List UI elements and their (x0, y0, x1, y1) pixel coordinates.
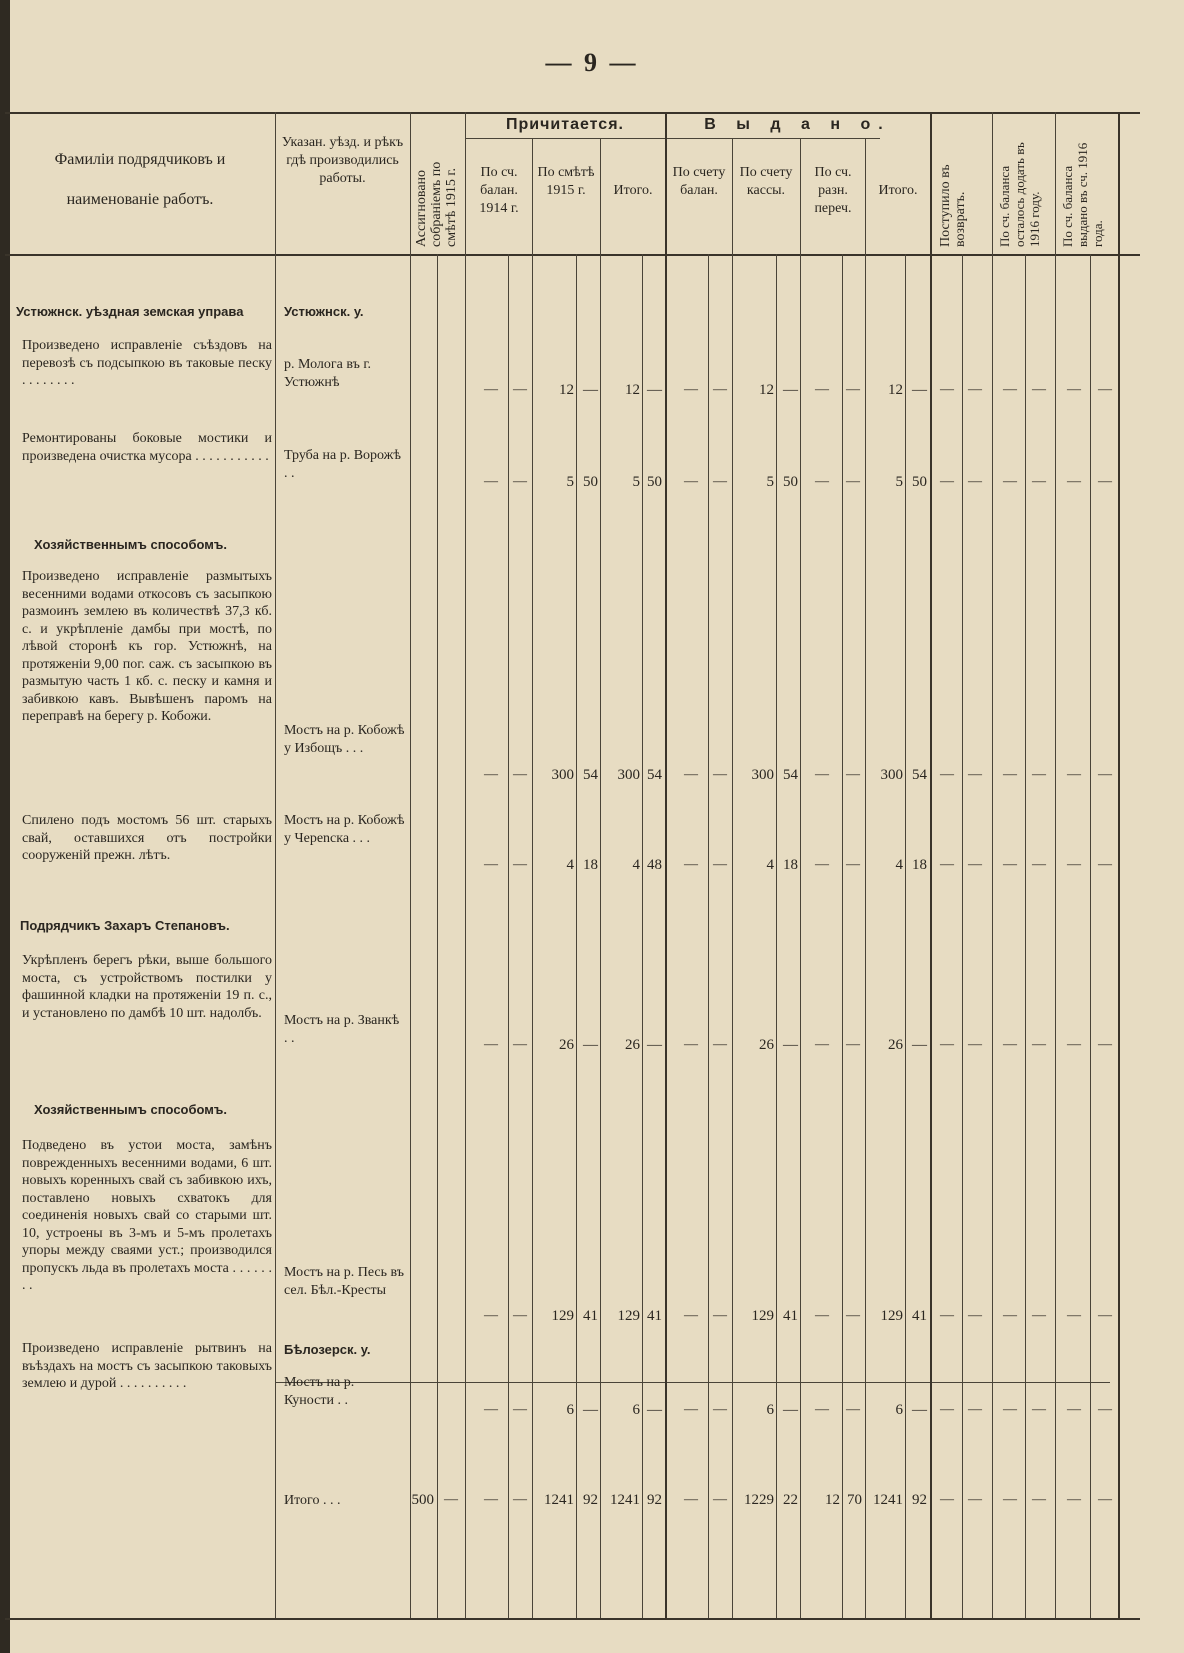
dash: — (968, 382, 982, 397)
dash: — (1098, 1402, 1112, 1417)
dash: — (713, 1492, 727, 1507)
dash: — (684, 767, 698, 782)
due-estimate-rub: 129 (551, 1308, 574, 1324)
work-description: Укрѣпленъ берегъ рѣки, выше большого моста, съ устройствомъ постилки у фашинной кладки на протяженiи 19 п. с., и установлено по дамбѣ 10 шт. надолбъ. (22, 953, 272, 1021)
due-total-kop: — (647, 382, 662, 398)
dash: — (1067, 767, 1081, 782)
dash: — (1067, 857, 1081, 872)
contractor-label: Подрядчикъ Захаръ Степановъ. (20, 918, 230, 933)
contractor-label: Хозяйственнымъ способомъ. (34, 537, 227, 552)
total-due-estimate-rub: 1241 (544, 1492, 574, 1508)
contractor-label: Устюжнск. уѣздная земская управа (16, 304, 244, 319)
header-assigned: Ассигновано собранiемъ по смѣтѣ 1915 г. (414, 161, 459, 247)
dash: — (1032, 1037, 1046, 1052)
dash: — (713, 382, 727, 397)
header-paid-balance: По счету балан. (672, 165, 726, 198)
dash: — (1003, 1402, 1017, 1417)
dash: — (1098, 474, 1112, 489)
dash: — (1067, 1492, 1081, 1507)
paid-total-rub: 129 (880, 1308, 903, 1324)
dash: — (815, 1402, 829, 1417)
total-label: Итого . . . (284, 1493, 341, 1508)
work-location: Мостъ на р. Кобожѣ у Избощъ . . . (284, 723, 405, 756)
dash: — (513, 857, 527, 872)
dash: — (1003, 382, 1017, 397)
due-estimate-rub: 4 (566, 857, 574, 873)
dash: — (713, 857, 727, 872)
paid-total-kop: 50 (912, 474, 927, 490)
header-contractors: Фамилiи подрядчиковъ и наименованiе работъ. (54, 151, 226, 208)
dash: — (1098, 857, 1112, 872)
due-total-kop: 50 (647, 474, 662, 490)
dash: — (1067, 474, 1081, 489)
due-estimate-kop: 18 (583, 857, 598, 873)
dash: — (815, 767, 829, 782)
dash: — (1003, 1492, 1017, 1507)
total-paid-total-rub: 1241 (873, 1492, 903, 1508)
header-remain-1916: По сч. баланса осталось додать въ 1916 году. (997, 142, 1042, 247)
dash: — (846, 1402, 860, 1417)
work-location: р. Молога въ г. Устюжнѣ (284, 357, 372, 390)
paid-total-kop: — (912, 1402, 927, 1418)
dash: — (1003, 857, 1017, 872)
dash: — (968, 1492, 982, 1507)
dash: — (1003, 767, 1017, 782)
header-due-group: Причитается. (506, 116, 624, 133)
due-estimate-kop: 41 (583, 1308, 598, 1324)
dash: — (846, 767, 860, 782)
work-location: Мостъ на р. Званкѣ . . (284, 1013, 400, 1046)
dash: — (484, 382, 498, 397)
due-total-kop: 41 (647, 1308, 662, 1324)
header-paid-group: В ы д а н о. (704, 116, 891, 133)
dash: — (513, 1308, 527, 1323)
contractor-label: Хозяйственнымъ способомъ. (34, 1102, 227, 1117)
dash: — (968, 857, 982, 872)
dash: — (513, 767, 527, 782)
header-due-total: Итого. (613, 183, 653, 198)
due-total-rub: 26 (625, 1037, 640, 1053)
dash: — (815, 1037, 829, 1052)
dash: — (1032, 382, 1046, 397)
due-estimate-kop: 54 (583, 767, 598, 783)
paid-cash-kop: 41 (783, 1308, 798, 1324)
total-paid-cash-rub: 1229 (744, 1492, 774, 1508)
work-description: Спилено подъ мостомъ 56 шт. старыхъ свай, оставшихся отъ постройки сооруженiй прежн. лѣтъ. (22, 813, 272, 863)
dash: — (684, 474, 698, 489)
paid-cash-rub: 129 (751, 1308, 774, 1324)
due-estimate-rub: 6 (566, 1402, 574, 1418)
due-estimate-rub: 300 (551, 767, 574, 783)
due-total-rub: 300 (617, 767, 640, 783)
dash: — (484, 1308, 498, 1323)
dash: — (444, 1492, 458, 1507)
dash: — (713, 1037, 727, 1052)
header-due-balance: По сч. балан. 1914 г. (479, 165, 519, 216)
dash: — (484, 767, 498, 782)
dash: — (846, 474, 860, 489)
dash: — (484, 1402, 498, 1417)
dash: — (1098, 382, 1112, 397)
total-paid-transfer-kop: 70 (847, 1492, 862, 1508)
due-total-kop: — (647, 1402, 662, 1418)
dash: — (684, 1037, 698, 1052)
dash: — (940, 1492, 954, 1507)
work-location: Мостъ на р. Кобожѣ у Череnска . . . (284, 813, 405, 846)
work-description: Произведено исправленiе съѣздовъ на перевозѣ съ подсыпкою въ таковые песку . . . . . . . . (22, 338, 272, 388)
dash: — (1067, 382, 1081, 397)
dash: — (713, 1402, 727, 1417)
dash: — (815, 474, 829, 489)
work-location: Мостъ на р. Песь въ сел. Бѣл.-Кресты (284, 1265, 404, 1298)
dash: — (713, 1308, 727, 1323)
dash: — (940, 857, 954, 872)
dash: — (513, 1037, 527, 1052)
dash: — (1067, 1037, 1081, 1052)
paid-cash-rub: 4 (766, 857, 774, 873)
dash: — (968, 474, 982, 489)
dash: — (846, 1037, 860, 1052)
header-uezd: Указан. уѣзд. и рѣкъ гдѣ производились работы. (281, 135, 404, 186)
due-total-rub: 6 (632, 1402, 640, 1418)
work-description: Произведено исправленiе рытвинъ на въѣздахъ на мостъ съ засыпкою таковыхъ землею и дурой . . . . . . . . . . (22, 1341, 272, 1391)
paid-cash-kop: 54 (783, 767, 798, 783)
dash: — (513, 382, 527, 397)
due-total-rub: 129 (617, 1308, 640, 1324)
dash: — (1003, 1037, 1017, 1052)
dash: — (940, 474, 954, 489)
total-assigned-rub: 500 (411, 1492, 434, 1508)
header-issued-1916: По сч. баланса выдано въ сч. 1916 года. (1060, 142, 1105, 247)
paid-total-rub: 300 (880, 767, 903, 783)
paid-cash-rub: 26 (759, 1037, 774, 1053)
due-estimate-kop: 50 (583, 474, 598, 490)
work-description: Ремонтированы боковые мостики и произведена очистка мусора . . . . . . . . . . . (22, 431, 272, 464)
dash: — (1098, 1037, 1112, 1052)
dash: — (1032, 767, 1046, 782)
dash: — (1067, 1402, 1081, 1417)
dash: — (513, 1402, 527, 1417)
due-total-rub: 5 (632, 474, 640, 490)
header-paid-cash: По счету кассы. (739, 165, 793, 198)
dash: — (513, 474, 527, 489)
dash: — (815, 1308, 829, 1323)
paid-total-rub: 4 (895, 857, 903, 873)
total-due-estimate-kop: 92 (583, 1492, 598, 1508)
dash: — (1032, 1402, 1046, 1417)
paid-cash-kop: 50 (783, 474, 798, 490)
dash: — (968, 1402, 982, 1417)
header-due-estimate: По смѣтѣ 1915 г. (537, 165, 595, 198)
total-paid-cash-kop: 22 (783, 1492, 798, 1508)
paid-cash-kop: 18 (783, 857, 798, 873)
dash: — (1003, 1308, 1017, 1323)
dash: — (940, 1308, 954, 1323)
dash: — (968, 1037, 982, 1052)
dash: — (940, 1402, 954, 1417)
dash: — (1032, 1308, 1046, 1323)
paid-total-kop: 41 (912, 1308, 927, 1324)
dash: — (815, 382, 829, 397)
header-paid-transfer: По сч. разн. переч. (814, 165, 852, 216)
dash: — (968, 767, 982, 782)
paid-cash-rub: 6 (766, 1402, 774, 1418)
work-location: Труба на р. Ворожѣ . . (284, 448, 401, 481)
dash: — (846, 382, 860, 397)
due-total-rub: 4 (632, 857, 640, 873)
header-paid-total: Итого. (878, 183, 918, 198)
uezd-label: Устюжнск. у. (284, 304, 364, 319)
dash: — (1003, 474, 1017, 489)
due-total-kop: 54 (647, 767, 662, 783)
total-due-total-rub: 1241 (610, 1492, 640, 1508)
paid-cash-rub: 5 (766, 474, 774, 490)
paid-cash-kop: — (783, 382, 798, 398)
paid-total-kop: — (912, 1037, 927, 1053)
paid-total-rub: 26 (888, 1037, 903, 1053)
paid-total-kop: — (912, 382, 927, 398)
due-estimate-kop: — (583, 1402, 598, 1418)
dash: — (684, 1402, 698, 1417)
uezd-label: Бѣлозерск. у. (284, 1342, 371, 1357)
due-estimate-rub: 26 (559, 1037, 574, 1053)
dash: — (484, 1037, 498, 1052)
dash: — (968, 1308, 982, 1323)
due-estimate-rub: 12 (559, 382, 574, 398)
total-paid-transfer-rub: 12 (825, 1492, 840, 1508)
paid-total-rub: 6 (895, 1402, 903, 1418)
dash: — (940, 767, 954, 782)
dash: — (484, 857, 498, 872)
dash: — (846, 857, 860, 872)
paid-total-kop: 18 (912, 857, 927, 873)
dash: — (1032, 474, 1046, 489)
dash: — (1098, 767, 1112, 782)
paid-total-rub: 12 (888, 382, 903, 398)
dash: — (940, 382, 954, 397)
paid-total-rub: 5 (895, 474, 903, 490)
dash: — (1098, 1308, 1112, 1323)
due-estimate-rub: 5 (566, 474, 574, 490)
due-total-kop: 48 (647, 857, 662, 873)
due-estimate-kop: — (583, 382, 598, 398)
work-description: Подведено въ устои моста, замѣнъ поврежденныхъ весенними водами, 6 шт. новыхъ коренныхъ свай съ забивкою ихъ, поставлено новыхъ схватокъ для соединенiя новыхъ свай со старыми шт. 10, устроены въ 3-мъ и 5-мъ пролетахъ упоры между сваями уст.; производился пропускъ льда въ пролетахъ моста . . . . . . . . (22, 1138, 272, 1293)
dash: — (713, 474, 727, 489)
dash: — (846, 1308, 860, 1323)
total-due-total-kop: 92 (647, 1492, 662, 1508)
dash: — (684, 857, 698, 872)
due-total-kop: — (647, 1037, 662, 1053)
work-location: Мостъ на р. Куности . . (284, 1375, 355, 1408)
dash: — (1098, 1492, 1112, 1507)
header-returned: Поступило въ возвратъ. (938, 164, 968, 247)
due-estimate-kop: — (583, 1037, 598, 1053)
paid-cash-rub: 300 (751, 767, 774, 783)
dash: — (684, 1308, 698, 1323)
dash: — (1032, 857, 1046, 872)
dash: — (940, 1037, 954, 1052)
dash: — (684, 382, 698, 397)
dash: — (684, 1492, 698, 1507)
dash: — (1067, 1308, 1081, 1323)
dash: — (484, 474, 498, 489)
dash: — (815, 857, 829, 872)
paid-total-kop: 54 (912, 767, 927, 783)
dash: — (1032, 1492, 1046, 1507)
paid-cash-kop: — (783, 1037, 798, 1053)
work-description: Произведено исправленiе размытыхъ весенними водами откосовъ съ засыпкою размоинъ землею въ количествѣ 37,3 кб. с. и укрѣпленiе дамбы при мостѣ, по лѣвой сторонѣ къ гор. Устюжнѣ, на протяженiи 9,00 пог. саж. съ засыпкою въ размытую часть 1 кб. с. песку и камня и забивкою кавъ. Вывѣшенъ паромъ на переправѣ на берегу р. Кобожи. (22, 569, 272, 724)
dash: — (484, 1492, 498, 1507)
paid-cash-rub: 12 (759, 382, 774, 398)
dash: — (513, 1492, 527, 1507)
due-total-rub: 12 (625, 382, 640, 398)
total-paid-total-kop: 92 (912, 1492, 927, 1508)
page-number: — 9 — (545, 48, 639, 77)
dash: — (713, 767, 727, 782)
paid-cash-kop: — (783, 1402, 798, 1418)
ledger-table (0, 112, 1142, 1632)
